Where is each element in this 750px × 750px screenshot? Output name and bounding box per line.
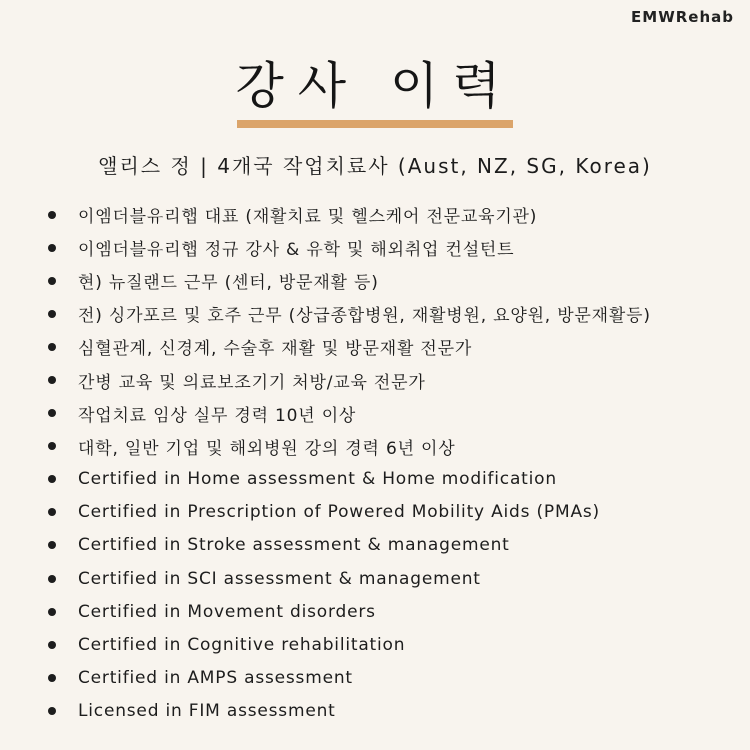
bullet-icon — [48, 310, 56, 318]
list-item — [48, 661, 738, 694]
list-item — [48, 330, 738, 363]
list-item — [48, 363, 738, 396]
list-item-text: 대학, 일반 기업 및 해외병원 강의 경력 6년 이상 — [78, 438, 456, 459]
list-item-text: 현) 뉴질랜드 근무 (센터, 방문재활 등) — [78, 273, 379, 294]
career-list — [48, 198, 738, 728]
list-item-text: 간병 교육 및 의료보조기기 처방/교육 전문가 — [78, 372, 426, 393]
bullet-icon — [48, 707, 56, 715]
list-item — [48, 694, 738, 727]
list-item-text: Certified in Stroke assessment & management — [78, 535, 510, 556]
bullet-icon — [48, 409, 56, 417]
bullet-icon — [48, 442, 56, 450]
bullet-icon — [48, 475, 56, 483]
list-item-text: Licensed in FIM assessment — [78, 700, 336, 721]
list-item — [48, 297, 738, 330]
list-item-text: 심혈관계, 신경계, 수술후 재활 및 방문재활 전문가 — [78, 339, 473, 360]
page-title: 강사 이력 — [235, 57, 515, 115]
list-item — [48, 529, 738, 562]
list-item — [48, 264, 738, 297]
list-item — [48, 628, 738, 661]
bullet-icon — [48, 343, 56, 351]
list-item-text: Certified in Movement disorders — [78, 601, 376, 622]
bullet-icon — [48, 641, 56, 649]
bullet-icon — [48, 244, 56, 252]
bullet-icon — [48, 376, 56, 384]
bullet-icon — [48, 277, 56, 285]
list-item — [48, 562, 738, 595]
list-item — [48, 397, 738, 430]
list-item-text: 이엠더블유리햅 정규 강사 & 유학 및 해외취업 컨설턴트 — [78, 240, 515, 261]
list-item-text: 이엠더블유리햅 대표 (재활치료 및 헬스케어 전문교육기관) — [78, 207, 538, 228]
list-item — [48, 463, 738, 496]
brand-logo-text: EMWRehab — [631, 8, 734, 26]
bullet-icon — [48, 211, 56, 219]
bullet-icon — [48, 674, 56, 682]
bullet-icon — [48, 608, 56, 616]
list-item-text: Certified in Cognitive rehabilitation — [78, 634, 406, 655]
instructor-subtitle: 앨리스 정 | 4개국 작업치료사 (Aust, NZ, SG, Korea) — [98, 154, 652, 178]
bullet-icon — [48, 541, 56, 549]
list-item — [48, 595, 738, 628]
list-item — [48, 231, 738, 264]
list-item-text: Certified in AMPS assessment — [78, 667, 353, 688]
list-item-text: Certified in Home assessment & Home modification — [78, 469, 557, 490]
list-item — [48, 430, 738, 463]
list-item-text: 작업치료 임상 실무 경력 10년 이상 — [78, 405, 357, 426]
bullet-icon — [48, 575, 56, 583]
list-item — [48, 496, 738, 529]
bullet-icon — [48, 508, 56, 516]
list-item — [48, 198, 738, 231]
title-underline — [237, 120, 513, 128]
list-item-text: Certified in Prescription of Powered Mobility Aids (PMAs) — [78, 502, 600, 523]
list-item-text: 전) 싱가포르 및 호주 근무 (상급종합병원, 재활병원, 요양원, 방문재활등) — [78, 306, 651, 327]
list-item-text: Certified in SCI assessment & management — [78, 568, 481, 589]
